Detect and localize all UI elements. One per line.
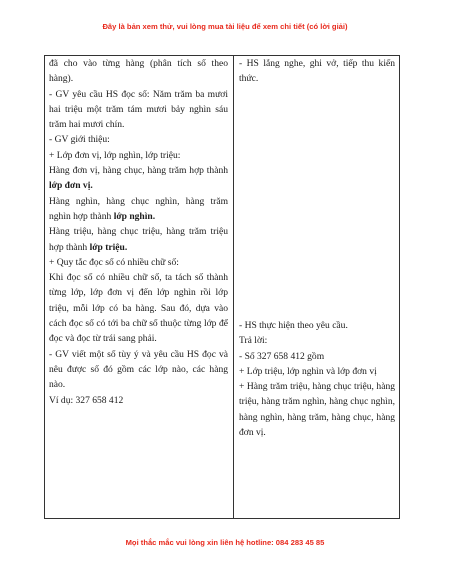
bold-term: lớp triệu. [89,241,128,253]
text-paragraph [49,194,228,225]
text-paragraph: - Số 327 658 412 gồm [239,350,325,362]
text-paragraph: Khi đọc số có nhiều chữ số, ta tách số thành từng lớp, lớp đơn vị đến lớp nghìn rồi lớp triệu, mỗi lớp có ba hàng. Sau đó, dựa vào cách đọc số có tới ba chữ số thuộc từng lớp để đọc và đọc từ trái sang phải. [49,272,228,345]
column-divider [233,56,234,518]
bold-term: lớp đơn vị. [49,180,93,192]
text-paragraph [49,163,228,194]
text-paragraph [49,224,228,255]
text-paragraph: - GV yêu cầu HS đọc số: Năm trăm ba mươi hai triệu một trăm tám mươi bảy nghìn sáu trăm hai mươi chín. [49,88,228,131]
paragraph-text: Hàng triệu, hàng chục triệu, hàng trăm triệu hợp thành [49,226,228,253]
text-paragraph: - HS thực hiện theo yêu cầu. [239,320,348,331]
student-activity-column [239,56,395,439]
preview-notice-banner: Đây là bản xem thử, vui lòng mua tài liệu để xem chi tiết (có lời giải) [102,22,348,31]
text-paragraph: + Quy tắc đọc số có nhiều chữ số: [49,256,179,268]
paragraph-text: Hàng đơn vị, hàng chục, hàng trăm hợp thành [49,165,228,177]
text-paragraph: - GV giới thiệu: [49,134,110,146]
text-paragraph: đã cho vào từng hàng (phân tích số theo hàng). [49,58,228,85]
text-paragraph: Ví dụ: 327 658 412 [49,394,124,406]
text-paragraph: + Lớp triệu, lớp nghìn và lớp đơn vị [239,365,377,377]
text-paragraph: + Hàng trăm triệu, hàng chục triệu, hàng triệu, hàng trăm nghìn, hàng chục nghìn, hàng nghìn, hàng trăm, hàng chục, hàng đơn vị. [239,381,395,439]
text-paragraph: Trả lời: [239,335,268,347]
student-answer-block [239,318,395,440]
bold-term: lớp nghìn. [113,210,156,222]
text-paragraph: - GV viết một số tùy ý và yêu cầu HS đọc và nêu được số đó gồm các lớp nào, các hàng nào. [49,348,228,391]
hotline-banner: Mọi thắc mắc vui lòng xin liên hệ hotline: 084 283 45 85 [125,538,325,547]
text-paragraph: - HS lắng nghe, ghi vở, tiếp thu kiến thức. [239,58,395,85]
text-paragraph: + Lớp đơn vị, lớp nghìn, lớp triệu: [49,149,181,161]
lesson-table [44,55,400,519]
paragraph-text: Hàng nghìn, hàng chục nghìn, hàng trăm nghìn hợp thành [49,195,228,222]
teacher-activity-column [49,56,228,408]
